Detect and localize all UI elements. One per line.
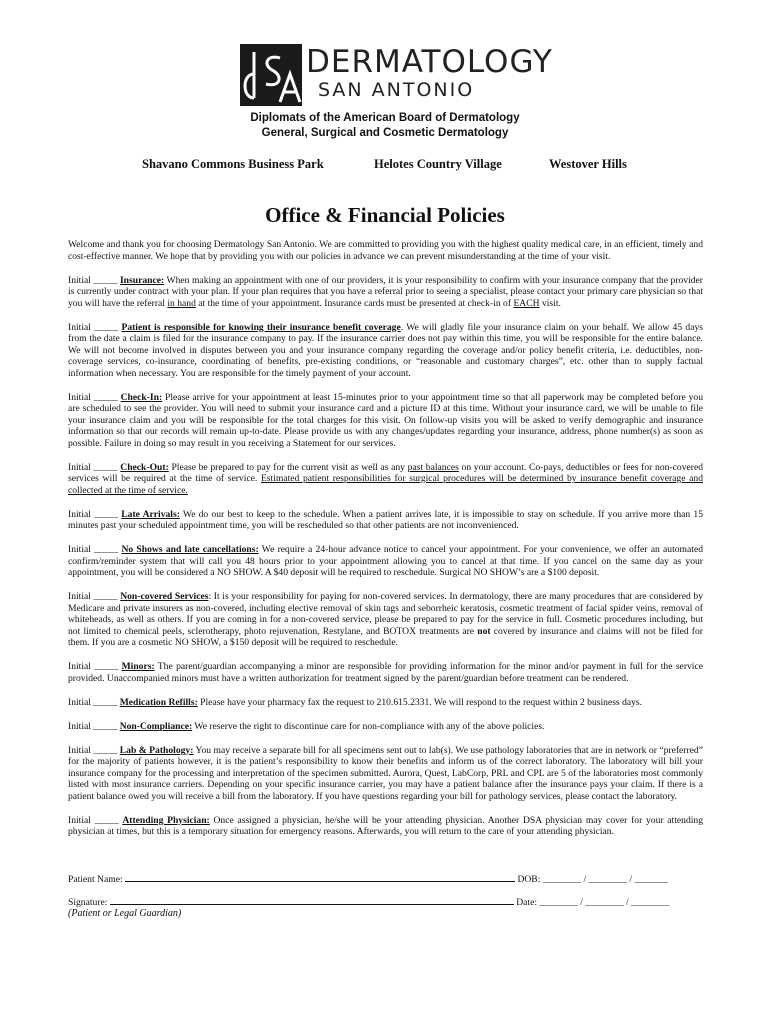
section-text: The parent/guardian accompanying a minor are responsible for providing information for the minor and/or payment in full for the service provided. Unaccompanied minors must have a written authorization for treatment signed by the parent/guardian before treatment can be rendered. [68,661,703,684]
patient-name-row [68,872,708,886]
section-text: We do our best to keep to the schedule. When a patient arrives late, it is impossible to stay on schedule. If you arrive more than 15 minutes past your scheduled appointment time, you will be rescheduled so that other patients are not inconvenienced. [68,508,703,531]
section-heading: Check-Out: [120,461,169,473]
section-heading: Patient is responsible for knowing their insurance benefit coverage [121,321,401,333]
section-text: not [477,625,491,637]
initial-blank: Initial _____ [68,461,118,473]
section-text: visit. [539,297,561,309]
initial-blank: Initial _____ [68,696,118,708]
signature-label: Signature: [68,897,108,908]
section-heading: Non-Compliance: [119,720,193,732]
patient-name-field[interactable] [125,872,515,882]
policy-responsible [68,322,703,380]
dsa-logo-mark [240,44,302,106]
patient-name-label: Patient Name: [68,874,123,885]
policy-minors [68,661,703,684]
initial-blank: Initial _____ [68,544,119,555]
policy-body [68,239,703,850]
section-text: at the time of your appointment. Insurance cards must be presented at check-in of [195,297,514,309]
initial-blank: Initial _____ [68,391,118,403]
policy-physician [68,815,703,838]
section-text: Please have your pharmacy fax the request to 210.615.2331. We will respond to the request within 2 business days. [197,696,643,708]
policy-checkin [68,392,703,450]
section-text: past balances [407,461,459,473]
section-text: . We will gladly file your insurance claim on your behalf. We allow 45 days from the date a claim is filed for the insurance company to pay. If the insurance carrier does not pay within this time, you will be responsible for the entire balance. We will not become involved in disputes between you and your insurance company regarding the coverage and/or policy benefit criteria, i.e. deductibles, non-coverage services, co-insurance, coordinating of benefits, pre-existing conditions, or “reasonable and customary charges”, etc. other than to supply factual information when necessary. You are responsible for the timely payment of your account. [68,321,704,379]
section-heading: Minors: [121,661,155,672]
initial-blank: Initial _____ [68,508,119,520]
section-text: on your account. Co-pays, deductibles or fees for non-covered services will be required at the time of service. [68,461,703,484]
dob-field[interactable]: ________ / ________ / _______ [542,874,669,885]
section-heading: Attending Physician: [122,814,210,826]
section-heading: Check-In: [120,391,163,403]
initial-blank: Initial _____ [68,720,118,732]
location-shavano: Shavano Commons Business Park [142,157,324,171]
logo-title: DERMATOLOGY [306,44,553,80]
practice-line: General, Surgical and Cosmetic Dermatology [261,127,509,139]
dob-label: DOB: [517,874,541,885]
section-heading: Insurance: [119,274,165,286]
practice-logo [240,44,553,110]
policy-noncompliance [68,721,703,733]
section-heading: Medication Refills: [119,696,198,708]
section-text: covered by insurance and claims will not be filed for them. If you are a cosmetic NO SHOW, a $150 deposit will be required to reschedule. [68,625,703,648]
signature-field[interactable] [110,895,514,905]
logo-wordmark [306,44,553,100]
section-text: : It is your responsibility for paying for non-covered services. In dermatology, there are many procedures that are considered by Medicare and private insurers as non-covered, including elective removal of skin tags and seborrheic keratosis, cosmetic treatment of facial spider veins, removal of whiteheads, as well as others. If you are coming in for a non-covered service, please be prepared to pay for the service in full. Cosmetic procedures including, but not limited to chemical peels, sclerotherapy, photo rejuvenation, Restylane, and BOTOX treatments are [68,591,704,637]
policy-lab [68,745,703,803]
policy-checkout [68,462,703,497]
policy-insurance [68,275,703,310]
section-heading: Lab & Pathology: [119,744,194,756]
policy-noncovered [68,591,703,649]
policy-late [68,509,703,532]
section-text: EACH [513,297,540,309]
section-text: Estimated patient responsibilities for surgical procedures will be determined by insurance benefit coverage and collected at the time of service. [68,473,703,496]
guardian-note: (Patient or Legal Guardian) [68,908,182,919]
section-text: When making an appointment with one of our providers, it is your responsibility to confirm with your insurance company that the provider is currently under contract with your plan. If your plan requires that you have a referral prior to seeing a specialist, please contact your primary care physician so that you will have the referral [68,274,704,309]
intro-paragraph: Welcome and thank you for choosing Dermatology San Antonio. We are committed to providing you with the highest quality medical care, in an efficient, timely and cost-effective manner. We hope that by providing you with our policies in advance we can prevent misunderstanding at the time of your visit. [68,239,703,262]
date-label: Date: [516,897,538,908]
policy-refills [68,697,703,709]
page-title: Office & Financial Policies [265,203,505,227]
section-heading: No Shows and late cancellations: [121,544,259,555]
logo-subtitle: SAN ANTONIO [318,79,475,101]
section-text: You may receive a separate bill for all specimens sent out to lab(s). We use pathology laboratories that are in network or “preferred” for the majority of patients however, it is the patient’s responsibility to know their benefits and inform us of the correct laboratory. The laboratory will bill your insurance company for the processing and interpretation of the specimen submitted. Aurora, Quest, LabCorp, PRL and CPL are 5 of the laboratories most commonly listed with most insurance carriers. Depending on your specific insurance carrier, you may have a patient balance after the insurance pays your claim. If there is a patient balance owed you will receive a bill from the laboratory. If you have questions regarding your bill for pathology services, please contact the laboratory. [68,744,703,802]
initial-blank: Initial _____ [68,591,118,602]
initial-blank: Initial _____ [68,744,118,756]
section-text: in hand [167,297,196,309]
diplomats-line: Diplomats of the American Board of Dermatology [250,112,520,124]
location-helotes: Helotes Country Village [374,157,502,171]
signature-row [68,895,708,909]
section-text: We require a 24-hour advance notice to cancel your appointment. For your convenience, we offer an automated confirm/reminder system that will call you 48 hours prior to your appointment allowing you to cancel at that time. If you cancel on the same day as your appointment, you will be considered a NO SHOW. A $40 deposit will be required to reschedule. Surgical NO SHOW’s are a $100 deposit. [68,544,704,578]
date-field[interactable]: ________ / ________ / ________ [539,897,670,908]
initial-blank: Initial _____ [68,661,119,672]
section-heading: Non-covered Services [120,591,209,602]
section-heading: Late Arrivals: [121,508,180,520]
section-text: Once assigned a physician, he/she will be your attending physician. Another DSA physician may cover for your attending physician at times, but this is a temporary situation for emergency reasons. Afterwards, you will return to the care of your attending physician. [68,814,704,837]
initial-blank: Initial _____ [68,274,118,286]
policy-noshow [68,544,703,579]
location-westover: Westover Hills [549,157,627,171]
section-text: Please be prepared to pay for the current visit as well as any [168,461,408,473]
section-text: We reserve the right to discontinue care for non-compliance with any of the above policies. [192,720,545,732]
initial-blank: Initial _____ [68,321,119,333]
section-text: Please arrive for your appointment at least 15-minutes prior to your appointment time so that all paperwork may be completed before you are scheduled to see the provider. You will need to submit your insurance card and a picture ID at this time. Without your insurance card, we will be unable to file your insurance claim and you will be responsible for the total charges for this visit. On follow-up visits you will be asked to verify demographic and insurance information so that our records will remain up-to-date. Please provide us with any changes/updates regarding your insurance, address, phone number(s) as soon as possible. Failure in doing so may result in you receiving a Statement for our services. [68,391,704,449]
initial-blank: Initial _____ [68,814,123,826]
